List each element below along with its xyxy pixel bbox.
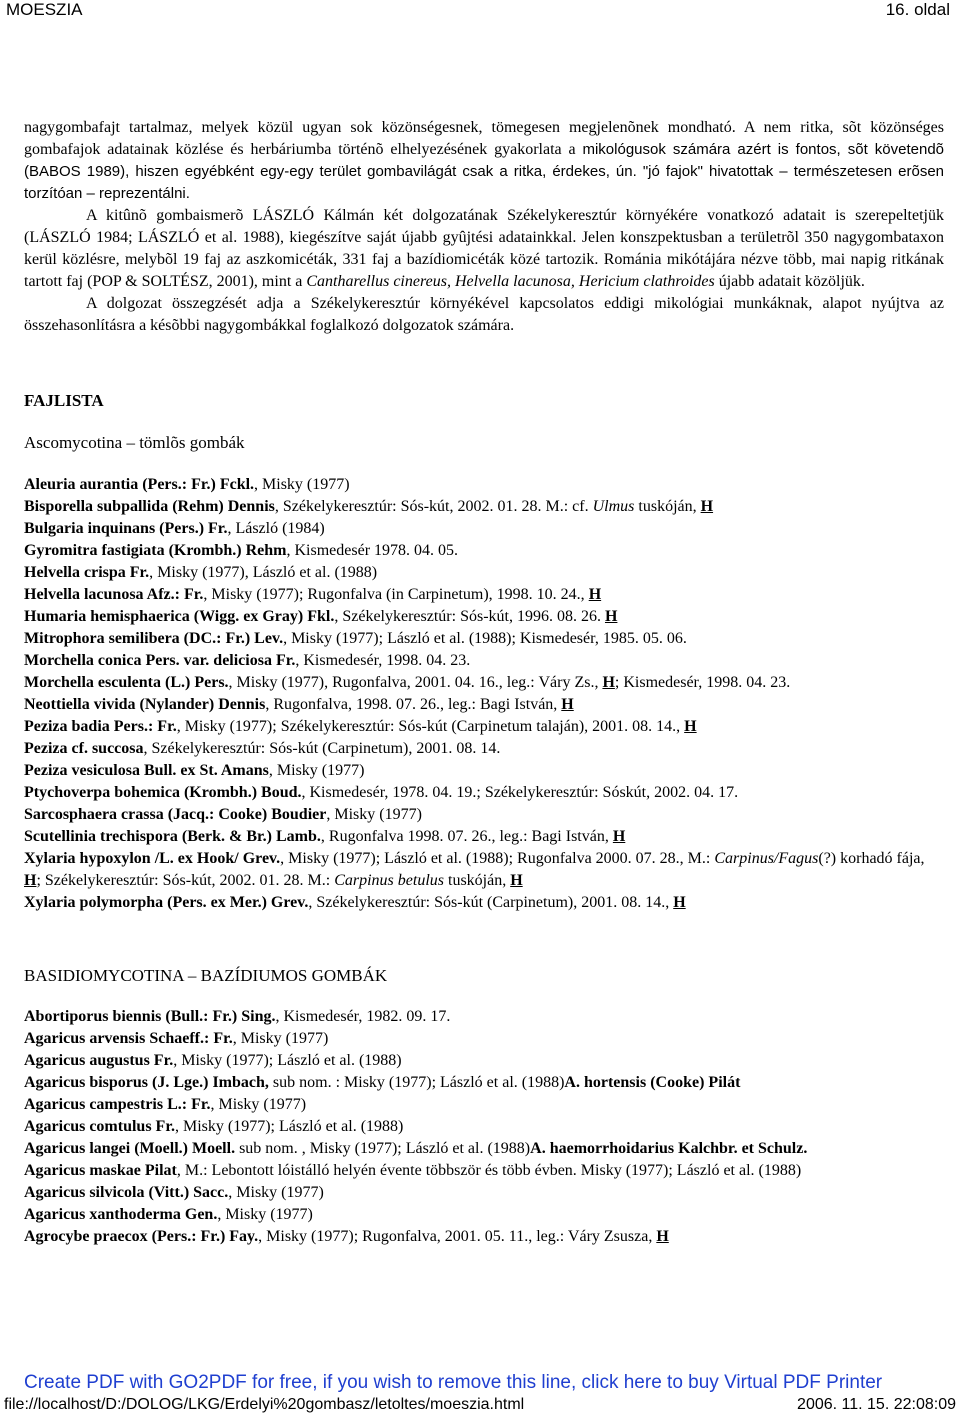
species-name: Agaricus augustus Fr. [24,1052,174,1069]
species-entry [24,760,944,782]
species-entry [24,782,944,804]
species-entry [24,540,944,562]
entry-detail: ; Székelykeresztúr: Sós-kút, 2002. 01. 28. M.: [36,872,335,889]
entry-detail: , Székelykeresztúr: Sós-kút, 2002. 01. 28. M.: cf. [274,498,593,515]
species-name: Bisporella subpallida (Rehm) Dennis [24,498,275,515]
entry-detail: sub nom. [235,1140,302,1157]
entry-detail: , Misky (1977); László et al. (1988) [174,1118,404,1135]
intro-line: mikológusok számára azért is fontos, sõt követendõ (BABOS 1989), hiszen egyébként egy-egy terület [24,141,945,180]
entry-detail: , Misky (1977); Székelykeresztúr: Sós-kút (Carpinetum talaján), 2001. 08. 14., [176,718,685,735]
entry-detail: tuskóján, [634,498,701,515]
species-name: Peziza badia Pers.: Fr. [24,718,177,735]
species-name: Ptychoverpa bohemica (Krombh.) Boud. [24,784,302,801]
entry-detail: , Misky (1977) [268,762,365,779]
entry-detail: , Misky (1977); László et al. (1988) [301,1140,531,1157]
intro-line: A kitûnõ gombaismerõ LÁSZLÓ Kálmán két dolgozatának Székelykeresztúr környékére vonatkozó adatait [86,207,826,224]
species-entry [24,892,944,914]
species-name: Helvella lacunosa Afz.: Fr. [24,586,204,603]
entry-detail: , Misky (1977) [217,1206,313,1223]
intro-line: újabb adatait közöljük. [714,273,865,290]
section-heading-fajlista: FAJLISTA [24,391,104,410]
species-entry [24,1204,944,1226]
species-entry [24,584,944,606]
species-name: Abortiporus biennis (Bull.: Fr.) Sing. [24,1008,276,1025]
species-name: Agaricus arvensis Schaeff.: Fr. [24,1030,233,1047]
entry-detail: , László (1984) [227,520,325,537]
species-entry [24,826,944,848]
species-name: Morchella esculenta (L.) Pers. [24,674,229,691]
species-entry [24,1072,944,1094]
document-body [24,117,944,1248]
entry-detail: ; Kismedesér, 1998. 04. 23. [614,674,791,691]
species-entry [24,804,944,826]
species-entry [24,694,944,716]
entry-detail: , Misky (1977); Rugonfalva (in Carpinetum), 1998. 10. 24., [203,586,589,603]
herbarium-mark: H [602,674,615,691]
species-name: Agrocybe praecox (Pers.: Fr.) Fay. [24,1228,259,1245]
species-entry [24,1094,944,1116]
intro-line: alapot nyújtva az összehasonlításra a késõbbi nagygombákkal foglalkozó dolgozatok számára. [24,295,945,334]
section-heading-basidiomycotina: BASIDIOMYCOTINA – BAZÍDIUMOS GOMBÁK [24,966,388,985]
species-name: Humaria hemisphaerica (Wigg. ex Gray) Fkl. [24,608,335,625]
species-name: Agaricus maskae Pilat [24,1162,177,1179]
page-footer [0,1396,960,1418]
host-name-italic: Ulmus [592,498,635,515]
species-entry [24,628,944,650]
intro-paragraph-3 [24,293,944,337]
herbarium-mark: H [700,498,714,515]
entry-detail: , Misky (1977) [254,476,350,493]
species-entry [24,672,944,694]
entry-detail: , Kismedesér, 1998. 04. 23. [295,652,471,669]
herbarium-mark: H [673,894,686,911]
herbarium-mark: H [656,1228,669,1245]
species-name: Helvella crispa Fr. [24,564,150,581]
entry-detail: tuskóján, [444,872,511,889]
species-name: Agaricus campestris L.: Fr. [24,1096,211,1113]
species-name: Neottiella vivida (Nylander) Dennis [24,696,266,713]
species-entry [24,562,944,584]
entry-detail: , Rugonfalva 1998. 07. 26., leg.: Bagi István, [320,828,613,845]
herbarium-mark: H [604,608,618,625]
species-entry [24,1226,944,1248]
species-name: A. haemorrhoidarius Kalchbr. et Schulz. [530,1140,808,1157]
entry-detail: , Székelykeresztúr: Sós-kút, 1996. 08. 26. [334,608,605,625]
species-entry [24,716,944,738]
intro-paragraph-2 [24,205,944,293]
species-italic: Cantharellus cinereus, Helvella lacunosa, Hericium clathroides [306,273,715,290]
species-name: Xylaria hypoxylon /L. ex Hook/ Grev. [24,850,281,867]
entry-detail: , Misky (1977), László et al. (1988) [149,564,378,581]
species-entry [24,1160,944,1182]
header-title: MOESZIA [6,0,83,19]
intro-line: is szerepeltetjük (LÁSZLÓ 1984; LÁSZLÓ et al. 1988), kiegészítve saját újabb gyûjtési adatainkkal. Jelen [24,207,944,246]
species-entry [24,496,944,518]
species-name: Bulgaria inquinans (Pers.) Fr. [24,520,228,537]
species-name: Agaricus langei (Moell.) Moell. [24,1140,236,1157]
intro-paragraph-1 [24,117,944,205]
intro-line: gombavilágát csak a ritka, érdekes, ún. "jó fajok" hivatottak – természetesen erõsen torzítóan – reprezentálni. [24,163,945,202]
species-entry [24,848,944,892]
species-name: Morchella conica Pers. var. deliciosa Fr. [24,652,296,669]
species-name: Agaricus comtulus Fr. [24,1118,175,1135]
intro-line: A dolgozat összegzését adja a Székelykeresztúr környékével kapcsolatos eddigi mikológiai munkáknak, [86,295,813,312]
species-entry [24,518,944,540]
species-entry [24,738,944,760]
species-name: Agaricus silvicola (Vitt.) Sacc. [24,1184,229,1201]
species-name: Sarcosphaera crassa (Jacq.: Cooke) Boudier [24,806,327,823]
intro-line: ritka, sõt közönséges gombafajok adatainak közlése és herbáriumba történõ elhelyezésének gyakorlata a [24,119,944,158]
species-name: A. hortensis (Cooke) Pilát [564,1074,741,1091]
entry-detail: , Misky (1977); László et al. (1988) [173,1052,402,1069]
entry-detail: , Misky (1977) [210,1096,307,1113]
intro-line: 2001), mint a [216,273,307,290]
entry-detail: , Kismedesér 1978. 04. 05. [286,542,459,559]
species-name: Gyromitra fastigiata (Krombh.) Rehm [24,542,287,559]
intro-line: konszpektusban a területrõl 350 nagygombataxon kerül közlésre, melybõl 19 faj az aszkomicéták, 331 faj a [24,229,945,268]
herbarium-mark: H [588,586,602,603]
entry-detail: , Misky (1977); László et al. (1988); Kismedesér, 1985. 05. 06. [283,630,687,647]
herbarium-mark: H [24,872,37,889]
host-name-italic: Carpinus betulus [334,872,444,889]
entry-detail: sub nom. [268,1074,336,1091]
species-name: Scutellinia trechispora (Berk. & Br.) Lamb. [24,828,321,845]
entry-detail: , Misky (1977); Rugonfalva, 2001. 05. 11., leg.: Váry Zsusza, [258,1228,657,1245]
species-entry [24,1028,944,1050]
entry-detail: , Misky (1977); László et al. (1988); Rugonfalva 2000. 07. 28., M.: [280,850,715,867]
footer-datetime: 2006. 11. 15. 22:08:09 [797,1396,956,1413]
page-header [0,0,960,24]
herbarium-mark: H [510,872,523,889]
species-name: Xylaria polymorpha (Pers. ex Mer.) Grev. [24,894,309,911]
species-entry [24,650,944,672]
species-name: Agaricus bisporus (J. Lge.) Imbach, [24,1074,269,1091]
entry-detail: , Misky (1977) [326,806,422,823]
species-entry [24,606,944,628]
species-entry [24,1006,944,1028]
species-entry [24,474,944,496]
herbarium-mark: H [561,696,574,713]
entry-detail: (?) korhadó fája, [818,850,925,867]
species-entry [24,1116,944,1138]
species-entry [24,1050,944,1072]
footer-path: file://localhost/D:/DOLOG/LKG/Erdelyi%20gombasz/letoltes/moeszia.html [4,1396,525,1413]
species-name: Peziza vesiculosa Bull. ex St. Amans [24,762,269,779]
entry-detail: , Misky (1977) [232,1030,329,1047]
entry-detail: , Rugonfalva, 1998. 07. 26., leg.: Bagi István, [265,696,562,713]
basidiomycotina-list [24,1006,944,1248]
herbarium-mark: H [684,718,697,735]
herbarium-mark: H [612,828,626,845]
ascomycotina-list [24,474,944,914]
species-entry [24,1138,944,1160]
entry-detail: , Kismedesér, 1978. 04. 19.; Székelykeresztúr: Sóskút, 2002. 04. 17. [301,784,739,801]
intro-line: nagygombafajt tartalmaz, melyek közül ugyan sok közönségesnek, tömegesen megjelenõnek mondható. A nem [24,119,792,136]
species-entry [24,1182,944,1204]
species-name: Aleuria aurantia (Pers.: Fr.) Fckl. [24,476,255,493]
host-name-italic: Carpinus/Fagus [714,850,819,867]
intro-line: bazídiomicéták közé tartozik. Románia mikótájára nézve több, mai napig ritkának tartott faj (POP & SOLTÉSZ, [24,251,945,290]
species-name: Agaricus xanthoderma Gen. [24,1206,218,1223]
entry-detail: , Székelykeresztúr: Sós-kút (Carpinetum), 2001. 08. 14. [143,740,501,757]
species-name: Peziza cf. succosa [24,740,144,757]
entry-detail: : Misky (1977); László et al. (1988) [335,1074,565,1091]
entry-detail: , Misky (1977) [228,1184,324,1201]
entry-detail: , M.: Lebontott lóistálló helyén évente többször és több évben. Misky (1977); László et al. (1988) [176,1162,802,1179]
entry-detail: , Székelykeresztúr: Sós-kút (Carpinetum), 2001. 08. 14., [308,894,674,911]
header-page-number: 16. oldal [885,0,950,19]
section-heading-ascomycotina: Ascomycotina – tömlõs gombák [24,433,245,452]
go2pdf-link[interactable]: Create PDF with GO2PDF for free, if you wish to remove this line, click here to buy Virtual PDF Printer [24,1372,883,1393]
entry-detail: , Misky (1977), Rugonfalva, 2001. 04. 16., leg.: Váry Zs., [228,674,603,691]
entry-detail: , Kismedesér, 1982. 09. 17. [275,1008,451,1025]
species-name: Mitrophora semilibera (DC.: Fr.) Lev. [24,630,284,647]
